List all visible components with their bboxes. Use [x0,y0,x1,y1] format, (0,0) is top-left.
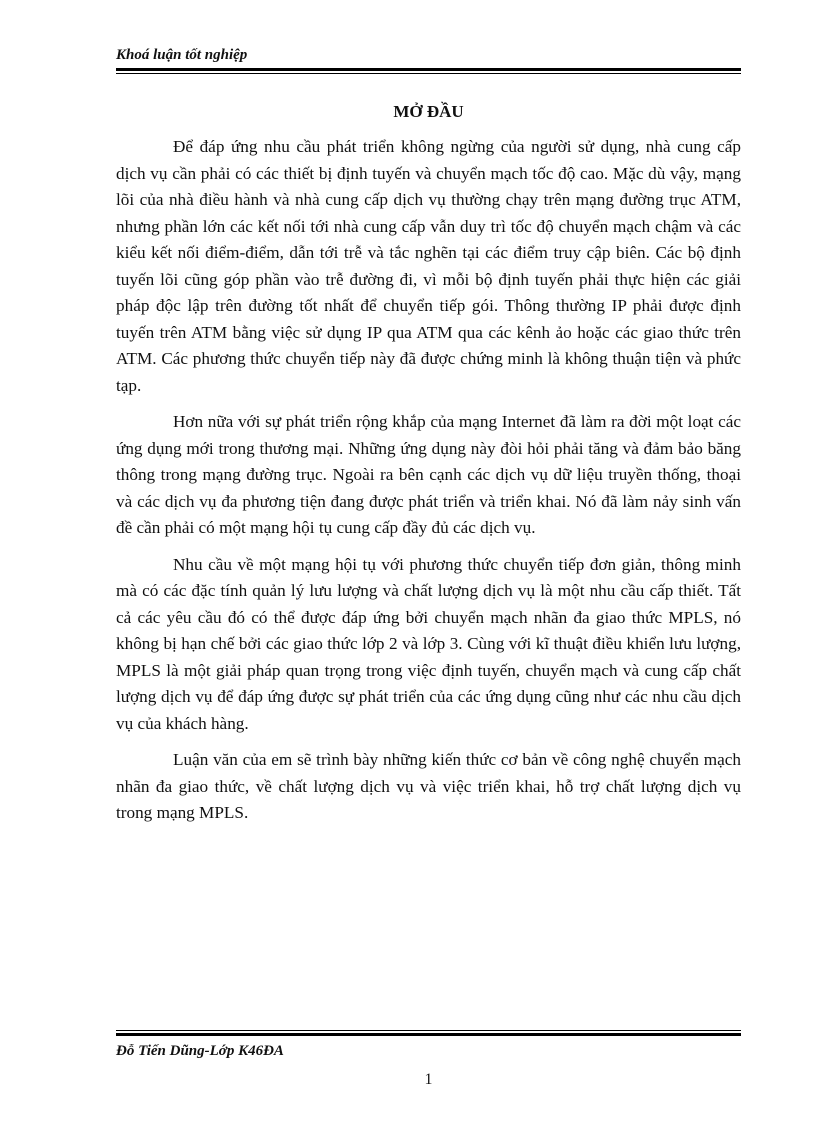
header-rule-thin [116,73,741,74]
paragraph: Luận văn của em sẽ trình bày những kiến thức cơ bản về công nghệ chuyển mạch nhãn đa giao thức, về chất lượng dịch vụ và việc triển khai, hỗ trợ chất lượng dịch vụ trong mạng MPLS. [116,750,741,822]
page-footer [116,1030,741,1060]
paragraph: Nhu cầu về một mạng hội tụ với phương thức chuyển tiếp đơn giản, thông minh mà có các đặc tính quản lý lưu lượng và chất lượng dịch vụ là một nhu cầu cấp thiết. Tất cả các yêu cầu đó có thể được đáp ứng bởi chuyển mạch nhãn đa giao thức MPLS, nó không bị hạn chế bởi các giao thức lớp 2 và lớp 3. Cùng với kĩ thuật điều khiển lưu lượng, MPLS là một giải pháp quan trọng trong việc định tuyến, chuyển mạch và cung cấp chất lượng dịch vụ để đáp ứng được sự phát triển của các ứng dụng cũng như các nhu cầu dịch vụ của khách hàng. [116,554,741,733]
paragraph: Hơn nữa với sự phát triển rộng khắp của mạng Internet đã làm ra đời một loạt các ứng dụng mới trong thương mại. Những ứng dụng này đòi hỏi phải tăng và đảm bảo băng thông trong mạng đường trục. Ngoài ra bên cạnh các dịch vụ dữ liệu truyền thống, thoại và các dịch vụ đa phương tiện đang được phát triển và triển khai. Nó đã làm nảy sinh vấn đề cần phải có một mạng hội tụ cung cấp đầy đủ các dịch vụ. [116,412,741,537]
page-header [116,46,741,74]
body-content [116,134,741,837]
footer-rule-thick [116,1033,741,1036]
header-title: Khoá luận tốt nghiệp [116,47,248,63]
page-number: 1 [424,1071,433,1088]
footer-author: Đỗ Tiến Dũng-Lớp K46ĐA [116,1043,284,1059]
section-title: MỞ ĐẦU [393,102,464,121]
paragraph: Để đáp ứng nhu cầu phát triển không ngừng của người sử dụng, nhà cung cấp dịch vụ cần phải có các thiết bị định tuyến và chuyển mạch tốc độ cao. Mặc dù vậy, mạng lõi của nhà điều hành và nhà cung cấp dịch vụ thường chạy trên mạng đường trục ATM, nhưng phần lớn các kết nối tới nhà cung cấp vẫn duy trì tốc độ chuyển mạch chậm và các kiểu kết nối điểm-điểm, dẫn tới trễ và tắc nghẽn tại các điểm truy cập biên. Các bộ định tuyến lõi cũng góp phần vào trễ đường đi, vì mỗi bộ định tuyến phải thực hiện các giải pháp độc lập trên đường tốt nhất để chuyển tiếp gói. Thông thường IP phải được định tuyến trên ATM bằng việc sử dụng IP qua ATM qua các kênh ảo hoặc các giao thức trên ATM. Các phương thức chuyển tiếp này đã được chứng minh là không thuận tiện và phức tạp. [116,137,741,395]
